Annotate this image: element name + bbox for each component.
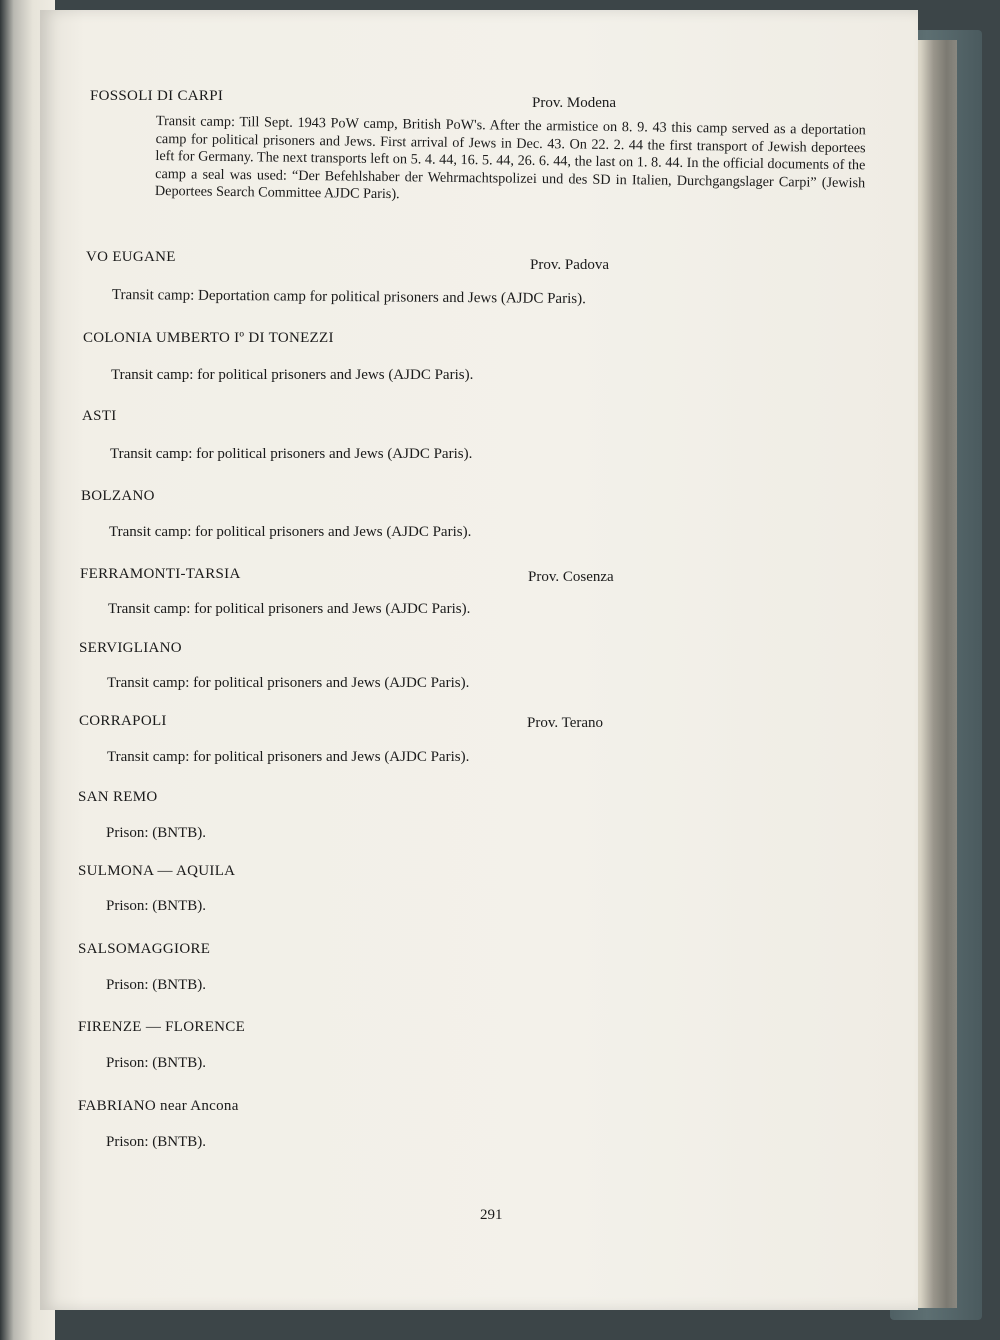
entry-title: BOLZANO (81, 488, 155, 504)
entry-description: Transit camp: for political prisoners and Jews (AJDC Paris). (109, 524, 472, 540)
entry-title: FABRIANO near Ancona (78, 1098, 239, 1114)
entry-description: Transit camp: for political prisoners and Jews (AJDC Paris). (107, 749, 470, 765)
entry-title: FOSSOLI DI CARPI (90, 88, 224, 104)
entry-title: CORRAPOLI (79, 713, 167, 729)
entry-description: Transit camp: for political prisoners and Jews (AJDC Paris). (111, 367, 474, 383)
entry-title: SERVIGLIANO (79, 640, 182, 656)
entry-title: COLONIA UMBERTO Iº DI TONEZZI (83, 330, 334, 346)
entry-province: Prov. Modena (532, 95, 617, 111)
entry-title: ASTI (82, 408, 117, 424)
entry-title: SALSOMAGGIORE (78, 941, 211, 957)
entry-description: Transit camp: for political prisoners and Jews (AJDC Paris). (108, 601, 471, 617)
entry-title: VO EUGANE (86, 249, 176, 265)
entry-title: SULMONA — AQUILA (78, 863, 236, 879)
entry-description: Prison: (BNTB). (106, 1055, 207, 1071)
entry-description: Prison: (BNTB). (106, 898, 207, 914)
entry-province: Prov. Padova (530, 257, 610, 273)
entry-title: FIRENZE — FLORENCE (78, 1019, 246, 1035)
page-number: 291 (480, 1207, 503, 1223)
entry-province: Prov. Cosenza (528, 569, 614, 585)
entry-description: Prison: (BNTB). (106, 977, 207, 993)
entry-description: Prison: (BNTB). (106, 825, 207, 841)
entry-paragraph: Transit camp: Till Sept. 1943 PoW camp, British PoW's. After the armistice on 8. 9. 43 this camp served as a deportation camp for political prisoners and Jews. First arrival of Jews in Dec. 43. On 22. 2. 44 the first transport of Jewish deportees left for Germany. The next transports left on 5. 4. 44, 16. 5. 44, 26. 6. 44, the last on 1. 8. 44. In the official documents of the camp a seal was used: “Der Befehlshaber der Wehrmachtspolizei und des SD in Italien, Durchgangslager Carpi” (Jewish Deportees Search Committee AJDC Paris). (154, 113, 866, 203)
entry-description: Transit camp: for political prisoners and Jews (AJDC Paris). (110, 446, 473, 462)
entry-description: Transit camp: for political prisoners and Jews (AJDC Paris). (107, 675, 470, 691)
entry-province: Prov. Terano (527, 715, 604, 731)
entry-description: Transit camp: Deportation camp for political prisoners and Jews (AJDC Paris). (111, 287, 586, 308)
book-page (40, 10, 918, 1310)
entry-title: SAN REMO (78, 789, 158, 805)
entry-description: Prison: (BNTB). (106, 1134, 207, 1150)
entry-title: FERRAMONTI-TARSIA (80, 566, 241, 582)
